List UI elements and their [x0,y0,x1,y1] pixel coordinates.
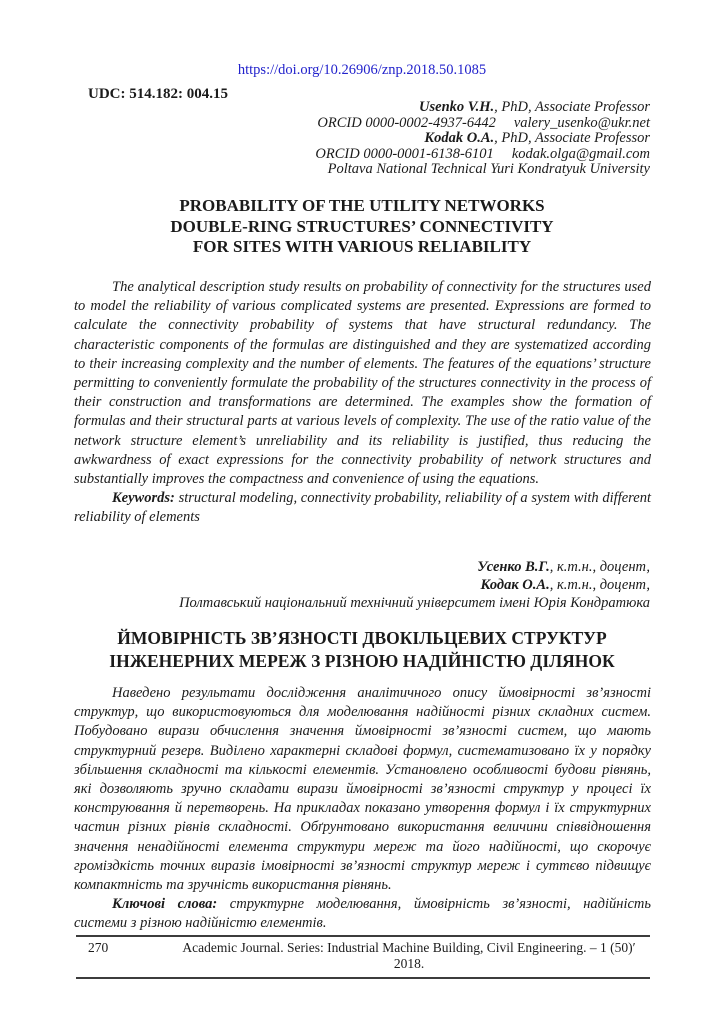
authors-uk-block [179,558,650,612]
abstract-en [74,278,651,528]
author-uk-2-name: Кодак О.А. [480,577,550,593]
author-uk-1-degree: , к.т.н., доцент, [549,559,650,575]
author-uk-1-name: Усенко В.Г. [477,559,550,575]
paper-title-en [0,196,724,258]
paper-title-uk-line1: ЙМОВІРНІСТЬ ЗВ’ЯЗНОСТІ ДВОКІЛЬЦЕВИХ СТРУКТУР [117,628,607,648]
keywords-uk-label: Ключові слова: [112,896,218,913]
author-en-2-orcid: ORCID 0000-0001-6138-6101 [315,145,494,162]
author-en-1-degree: , PhD, Associate Professor [494,99,650,115]
author-en-1-orcid: ORCID 0000-0002-4937-6442 [317,114,496,131]
author-en-2-contacts [315,147,650,163]
affiliation-en: Poltava National Technical Yuri Kondratyuk University [327,161,650,178]
keywords-uk-text: структурне моделювання, ймовірність зв’язності, надійність системи з різною надійністю елементів. [74,896,651,932]
author-en-1-contacts [315,116,650,132]
paper-title-uk [0,627,724,672]
page-number: 270 [88,940,109,955]
author-en-2-email: kodak.olga@gmail.com [511,145,650,162]
doi-link[interactable]: https://doi.org/10.26906/znp.2018.50.1085 [237,62,487,78]
author-en-1-email: valery_usenko@ukr.net [513,114,650,131]
paper-title-en-line2: DOUBLE-RING STRUCTURES’ CONNECTIVITY [170,216,554,236]
author-uk-2 [179,576,650,594]
affiliation-uk: Полтавський національний технічний університет імені Юрія Кондратюка [179,595,650,611]
paper-title-en-line1: PROBABILITY OF THE UTILITY NETWORKS [179,196,545,215]
author-en-1 [315,100,650,116]
author-en-2 [315,131,650,147]
author-en-2-degree: , PhD, Associate Professor [494,130,650,147]
paper-title-en-line3: FOR SITES WITH VARIOUS RELIABILITY [192,237,532,256]
author-uk-1 [179,558,650,576]
author-en-1-name: Usenko V.H. [419,99,495,115]
keywords-en-label: Keywords: [112,490,175,507]
keywords-en-text: structural modeling, connectivity probability, reliability of a system with different reliability of elements [74,490,651,526]
authors-en-block [315,100,650,178]
keywords-en [74,489,651,527]
page-footer [76,935,650,979]
author-en-2-name: Kodak O.A. [424,130,495,147]
doi-row [0,62,724,79]
journal-title: Academic Journal. Series: Industrial Machine Building, Civil Engineering. – 1 (50)′ 2018. [182,940,636,971]
abstract-uk [74,684,651,934]
udc-code: UDC: 514.182: 004.15 [88,86,228,102]
keywords-uk [74,895,651,933]
paper-title-uk-line2: ІНЖЕНЕРНИХ МЕРЕЖ З РІЗНОЮ НАДІЙНІСТЮ ДІЛЯНОК [109,650,615,671]
abstract-uk-text: Наведено результати дослідження аналітичного опису ймовірності зв’язності структур, що використовуються для моделювання надійності різних складних систем. Побудовано вирази обчислення значення ймовірності зв’язності систем, що мають структурний резерв. Виділено характерні складові формул, систематизовано їх у порядку збільшення складності та кількості елементів. Установлено особливості будови рівнянь, які дозволяють зручно складати вирази ймовірності зв’язності структур у процесі їх конструювання й перетворень. На прикладах показано утворення формул і їх структурних частин різних рівнів складності. Обґрунтовано використання величини співвідношення значення ненадійності елемента структури мереж та його надійності, що скорочує громіздкість точних виразів імовірності зв’язності структур мереж і суттєво підвищує компактність та зручність використання рівнянь. [74,685,651,894]
abstract-en-text: The analytical description study results on probability of connectivity for the structures used to model the reliability of various complicated systems are presented. Expressions are formed to calculate the connectivity probability of systems that have structural redundancy. The characteristic components of the formulas are distinguished and they are systematized according to their increasing complexity and the number of elements. The features of the equations’ structure permitting to conveniently formulate the probability of the structures connectivity in the process of their construction and transformations are determined. The examples show the formation of formulas and their structural parts at various levels of complexity. The use of the ratio value of the network structure element’s unreliability and its reliability is justified, thus reducing the awkwardness of exact expressions for the connectivity probability of network structures and substantially improves the compactness and convenience of using the equations. [74,279,651,488]
author-uk-2-degree: , к.т.н., доцент, [549,577,650,593]
